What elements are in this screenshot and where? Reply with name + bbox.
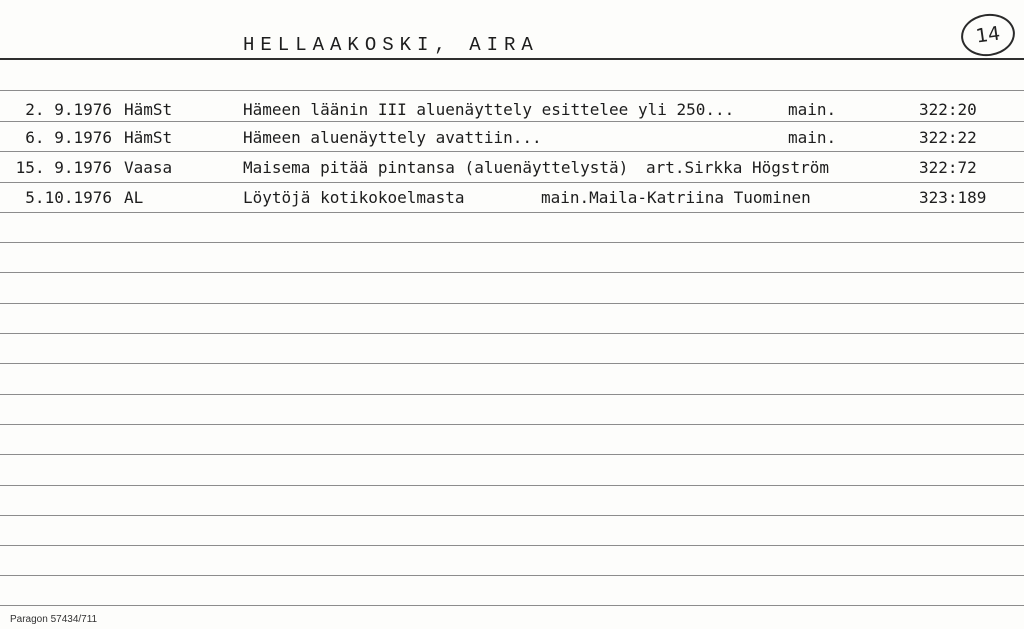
entry-row [0, 156, 1024, 180]
ruled-line [0, 363, 1024, 364]
ruled-line [0, 394, 1024, 395]
entry-title: Hämeen aluenäyttely avattiin... [243, 128, 542, 147]
entry-ref: 322:72 [919, 158, 977, 177]
ruled-line [0, 485, 1024, 486]
ruled-line [0, 454, 1024, 455]
entry-row [0, 186, 1024, 210]
entry-date: 6. 9.1976 [25, 128, 112, 147]
card-number-circle: 14 [958, 10, 1017, 59]
entry-author: main. [788, 100, 837, 119]
entry-row [0, 126, 1024, 150]
entry-title: Maisema pitää pintansa (aluenäyttelystä) [243, 158, 629, 177]
entry-date: 5.10.1976 [25, 188, 112, 207]
entry-date: 2. 9.1976 [25, 100, 112, 119]
entry-date: 15. 9.1976 [15, 158, 112, 177]
ruled-line [0, 333, 1024, 334]
ruled-line [0, 605, 1024, 606]
entry-title: Hämeen läänin III aluenäyttely esittelee yli 250... [243, 100, 735, 119]
ruled-line [0, 515, 1024, 516]
ruled-line [0, 182, 1024, 183]
entry-source: AL [124, 188, 144, 207]
entry-source: HämSt [124, 100, 173, 119]
entry-row [0, 98, 1024, 122]
entry-author: art.Sirkka Högström [646, 158, 830, 177]
ruled-line [0, 545, 1024, 546]
ruled-line [0, 424, 1024, 425]
entry-ref: 323:189 [919, 188, 987, 207]
card-footer: Paragon 57434/711 [10, 614, 98, 625]
ruled-line [0, 303, 1024, 304]
ruled-line [0, 242, 1024, 243]
entry-author: main. [788, 128, 837, 147]
entry-source: Vaasa [124, 158, 173, 177]
entry-author: main.Maila-Katriina Tuominen [541, 188, 811, 207]
entry-source: HämSt [124, 128, 173, 147]
card-title: HELLAAKOSKI, AIRA [243, 34, 539, 56]
ruled-line [0, 151, 1024, 152]
ruled-line [0, 212, 1024, 213]
header-rule [0, 58, 1024, 60]
entry-ref: 322:20 [919, 100, 977, 119]
ruled-line [0, 272, 1024, 273]
entry-title: Löytöjä kotikokoelmasta [243, 188, 465, 207]
entry-ref: 322:22 [919, 128, 977, 147]
ruled-line [0, 575, 1024, 576]
ruled-line [0, 90, 1024, 91]
